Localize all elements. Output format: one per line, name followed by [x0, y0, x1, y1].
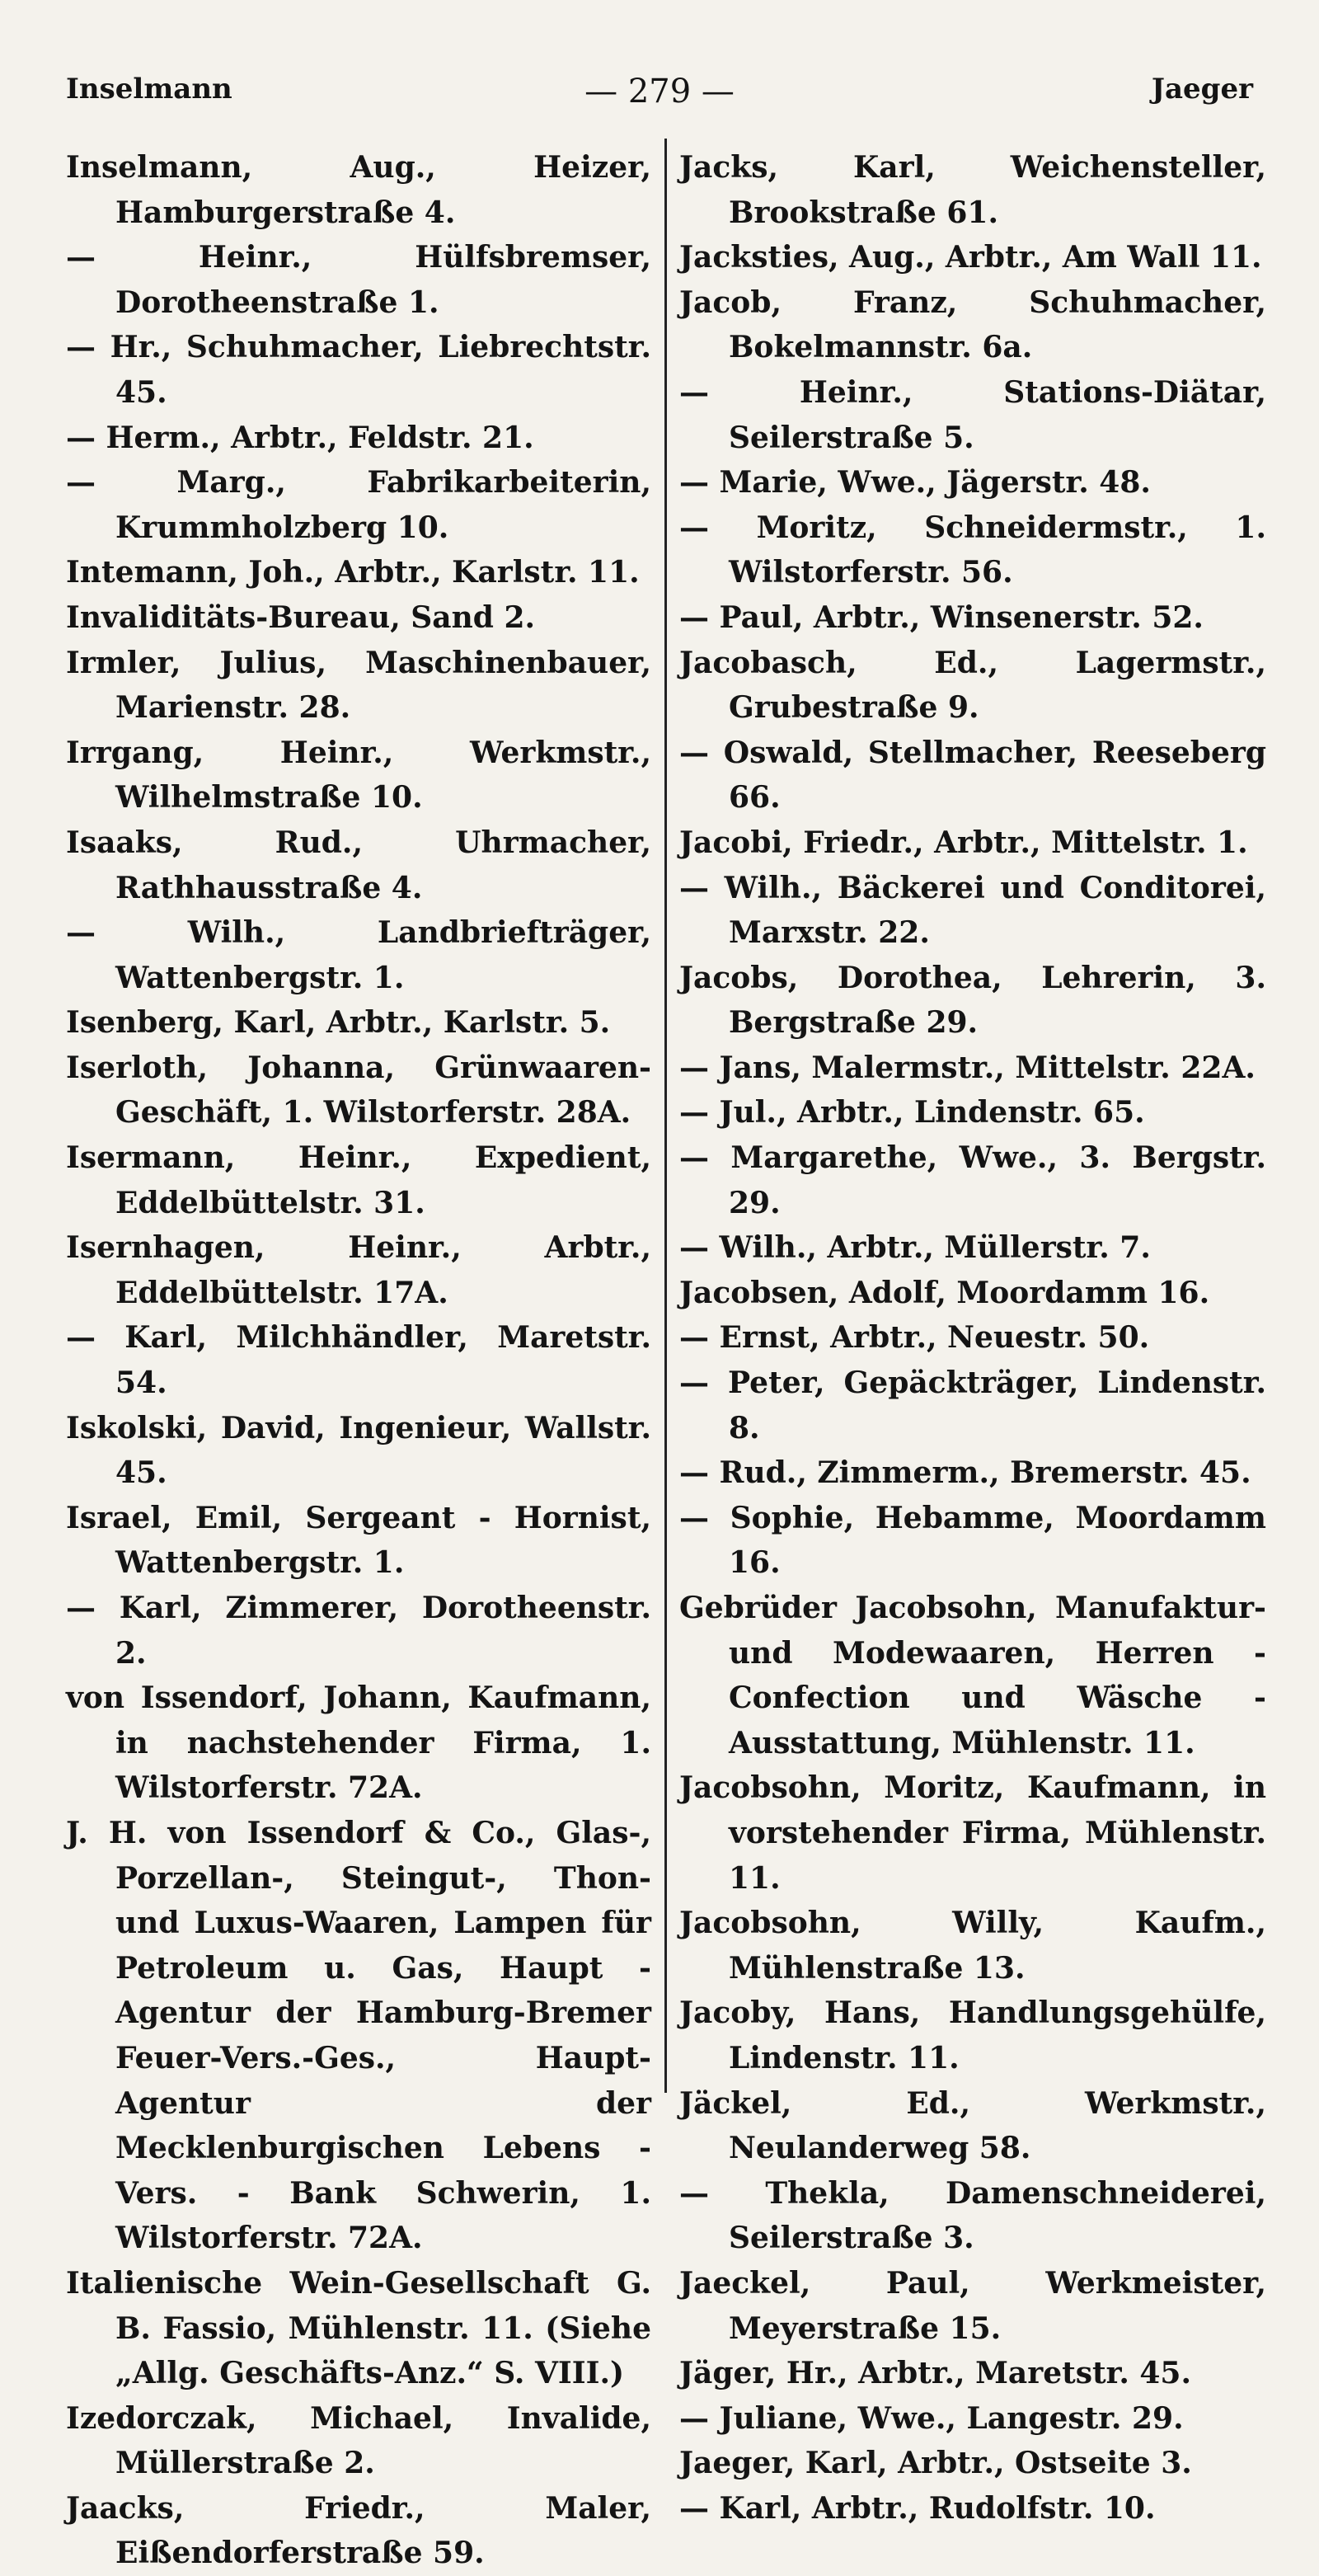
directory-entry: Irmler, Julius, Maschinenbauer, Marienstr. 28.	[66, 645, 651, 726]
directory-entry: — Heinr., Hülfsbremser, Dorotheenstraße 1.	[66, 240, 651, 320]
directory-entry: Jäckel, Ed., Werkmstr., Neulanderweg 58.	[679, 2085, 1266, 2166]
directory-entry: Irrgang, Heinr., Werkmstr., Wilhelmstraße 10.	[66, 735, 651, 816]
directory-entry: — Karl, Zimmerer, Dorotheenstr. 2.	[66, 1591, 651, 1671]
directory-entry: Jacobsohn, Willy, Kaufm., Mühlenstraße 13.	[679, 1906, 1266, 1986]
directory-entry: — Oswald, Stellmacher, Reeseberg 66.	[679, 735, 1266, 816]
directory-entry: — Jans, Malermstr., Mittelstr. 22A.	[679, 1050, 1256, 1085]
directory-entry: Jaeckel, Paul, Werkmeister, Meyerstraße 15.	[679, 2265, 1266, 2346]
directory-entry: — Margarethe, Wwe., 3. Bergstr. 29.	[679, 1140, 1266, 1220]
directory-entry: — Paul, Arbtr., Winsenerstr. 52.	[679, 599, 1204, 635]
directory-entry: — Sophie, Hebamme, Moordamm 16.	[679, 1500, 1266, 1581]
directory-entry: Jaacks, Friedr., Maler, Eißendorferstraße 59.	[66, 2490, 651, 2571]
directory-entry: Jacobasch, Ed., Lagermstr., Grubestraße 9.	[679, 645, 1266, 726]
directory-entry: Jacobi, Friedr., Arbtr., Mittelstr. 1.	[679, 825, 1248, 860]
directory-entry: — Juliane, Wwe., Langestr. 29.	[679, 2400, 1184, 2436]
directory-entry: Invaliditäts-Bureau, Sand 2.	[66, 599, 536, 635]
directory-entry: J. H. von Issendorf & Co., Glas-, Porzellan-, Steingut-, Thon- und Luxus-Waaren, Lampen für Petroleum u. Gas, Haupt - Agentur der Hamburg-Bremer Feuer-Vers.-Ges., Haupt-Agentur der Mecklenburgischen Lebens - Vers. - Bank Schwerin, 1. Wilstorferstr. 72A.	[66, 1815, 651, 2256]
header-right-keyword: Jaeger	[1151, 73, 1253, 106]
directory-entry: — Marie, Wwe., Jägerstr. 48.	[679, 465, 1151, 501]
directory-entry: Isenberg, Karl, Arbtr., Karlstr. 5.	[66, 1005, 611, 1041]
directory-entry: — Ernst, Arbtr., Neuestr. 50.	[679, 1320, 1150, 1356]
directory-entry: — Moritz, Schneidermstr., 1. Wilstorferstr. 56.	[679, 510, 1266, 590]
directory-entry: Jacobsohn, Moritz, Kaufmann, in vorstehender Firma, Mühlenstr. 11.	[679, 1770, 1266, 1896]
directory-entry: Jacobsen, Adolf, Moordamm 16.	[679, 1275, 1210, 1310]
directory-entry: Jacksties, Aug., Arbtr., Am Wall 11.	[679, 240, 1262, 275]
directory-entry: — Marg., Fabrikarbeiterin, Krummholzberg 10.	[66, 465, 651, 545]
directory-entry: Jacks, Karl, Weichensteller, Brookstraße 61.	[679, 150, 1266, 230]
directory-entry: — Jul., Arbtr., Lindenstr. 65.	[679, 1095, 1145, 1131]
directory-entry: Israel, Emil, Sergeant - Hornist, Wattenbergstr. 1.	[66, 1500, 651, 1581]
directory-entry: — Thekla, Damenschneiderei, Seilerstraße 3.	[679, 2175, 1266, 2256]
directory-entry: Jacobs, Dorothea, Lehrerin, 3. Bergstraße 29.	[679, 960, 1266, 1041]
directory-entry: Iserloth, Johanna, Grünwaaren-Geschäft, 1. Wilstorferstr. 28A.	[66, 1050, 651, 1131]
right-column	[679, 145, 1266, 2531]
directory-entry: — Wilh., Bäckerei und Conditorei, Marxstr. 22.	[679, 870, 1266, 951]
directory-entry: Jäger, Hr., Arbtr., Maretstr. 45.	[679, 2356, 1192, 2391]
directory-entry: von Issendorf, Johann, Kaufmann, in nachstehender Firma, 1. Wilstorferstr. 72A.	[66, 1681, 651, 1806]
directory-entry: Jacoby, Hans, Handlungsgehülfe, Lindenstr. 11.	[679, 1995, 1266, 2075]
directory-entry: Isernhagen, Heinr., Arbtr., Eddelbüttelstr. 17A.	[66, 1230, 651, 1310]
directory-entry: Isermann, Heinr., Expedient, Eddelbüttelstr. 31.	[66, 1140, 651, 1220]
directory-entry: — Rud., Zimmerm., Bremerstr. 45.	[679, 1455, 1251, 1491]
directory-entry: Jaeger, Karl, Arbtr., Ostseite 3.	[679, 2446, 1192, 2481]
directory-entry: — Karl, Milchhändler, Maretstr. 54.	[66, 1320, 651, 1401]
column-divider	[664, 139, 667, 2093]
directory-entry: Iskolski, David, Ingenieur, Wallstr. 45.	[66, 1410, 651, 1491]
directory-entry: — Karl, Arbtr., Rudolfstr. 10.	[679, 2490, 1156, 2526]
directory-entry: Italienische Wein-Gesellschaft G. B. Fassio, Mühlenstr. 11. (Siehe „Allg. Geschäfts-Anz.“ S. VIII.)	[66, 2265, 651, 2391]
directory-entry: Intemann, Joh., Arbtr., Karlstr. 11.	[66, 555, 640, 590]
directory-entry: — Herm., Arbtr., Feldstr. 21.	[66, 420, 534, 455]
directory-entry: Isaaks, Rud., Uhrmacher, Rathhausstraße 4.	[66, 825, 651, 905]
page-header	[0, 73, 1319, 122]
directory-entry: — Wilh., Landbriefträger, Wattenbergstr. 1.	[66, 915, 651, 995]
directory-entry: — Hr., Schuhmacher, Liebrechtstr. 45.	[66, 330, 651, 410]
directory-entry: Gebrüder Jacobsohn, Manufaktur- und Modewaaren, Herren - Confection und Wäsche - Ausstattung, Mühlenstr. 11.	[679, 1591, 1266, 1760]
directory-entry: Jacob, Franz, Schuhmacher, Bokelmannstr. 6a.	[679, 284, 1266, 365]
header-left-keyword: Inselmann	[66, 73, 232, 106]
directory-entry: — Wilh., Arbtr., Müllerstr. 7.	[679, 1230, 1151, 1266]
directory-entry: — Heinr., Stations-Diätar, Seilerstraße 5.	[679, 374, 1266, 455]
directory-entry: Inselmann, Aug., Heizer, Hamburgerstraße 4.	[66, 150, 651, 230]
page-number: — 279 —	[584, 73, 735, 110]
left-column	[66, 145, 651, 2576]
directory-entry: Izedorczak, Michael, Invalide, Müllerstraße 2.	[66, 2400, 651, 2481]
directory-entry: — Peter, Gepäckträger, Lindenstr. 8.	[679, 1366, 1266, 1445]
